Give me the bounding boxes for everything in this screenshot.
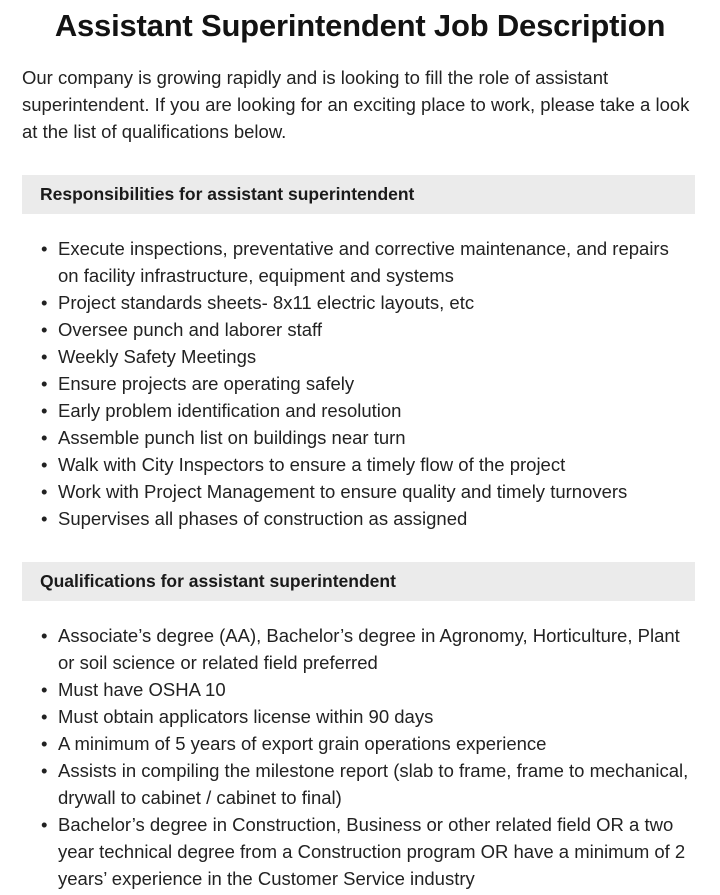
- bullet-icon: •: [41, 454, 48, 475]
- page-title: Assistant Superintendent Job Description: [54, 8, 666, 43]
- list-item: [0, 451, 720, 478]
- list-item-text: Must obtain applicators license within 90 days: [58, 706, 434, 727]
- list-item-text: Weekly Safety Meetings: [58, 346, 257, 367]
- list-item: [0, 397, 720, 424]
- list-item-text: A minimum of 5 years of export grain operations experience: [58, 733, 547, 754]
- intro-paragraph: Our company is growing rapidly and is looking to fill the role of assistant superintendent. If you are looking for an exciting place to work, please take a look at the list of qualifications below.: [22, 67, 690, 142]
- section-responsibilities: [0, 175, 720, 532]
- bullet-icon: •: [41, 706, 48, 727]
- bullet-icon: •: [41, 679, 48, 700]
- section-header-responsibilities: Responsibilities for assistant superintendent: [22, 175, 695, 214]
- list-item-text: Walk with City Inspectors to ensure a timely flow of the project: [58, 454, 566, 475]
- bullet-icon: •: [41, 814, 48, 835]
- bullet-icon: •: [41, 733, 48, 754]
- list-item-text: Bachelor’s degree in Construction, Business or other related field OR a two year technical degree from a Construction program OR have a minimum of 2 years’ experience in the Customer Service industry: [58, 814, 686, 889]
- list-item-text: Assemble punch list on buildings near turn: [58, 427, 406, 448]
- list-item-text: Oversee punch and laborer staff: [58, 319, 322, 340]
- list-item: [0, 343, 720, 370]
- list-item: [0, 730, 720, 757]
- bullet-icon: •: [41, 238, 48, 259]
- list-item: [0, 235, 720, 289]
- list-item: [0, 622, 720, 676]
- bullet-icon: •: [41, 760, 48, 781]
- bullet-icon: •: [41, 346, 48, 367]
- list-item: [0, 316, 720, 343]
- list-item-text: Project standards sheets- 8x11 electric layouts, etc: [58, 292, 475, 313]
- list-item: [0, 289, 720, 316]
- list-item: [0, 703, 720, 730]
- list-item-text: Work with Project Management to ensure quality and timely turnovers: [58, 481, 628, 502]
- list-item-text: Must have OSHA 10: [58, 679, 226, 700]
- section-header-qualifications: Qualifications for assistant superintendent: [22, 562, 695, 601]
- bullet-icon: •: [41, 319, 48, 340]
- bullet-icon: •: [41, 400, 48, 421]
- bullet-icon: •: [41, 625, 48, 646]
- list-item-text: Supervises all phases of construction as assigned: [58, 508, 468, 529]
- list-item-text: Ensure projects are operating safely: [58, 373, 355, 394]
- list-item: [0, 505, 720, 532]
- bullet-icon: •: [41, 508, 48, 529]
- list-item-text: Execute inspections, preventative and corrective maintenance, and repairs on facility infrastructure, equipment and systems: [58, 238, 669, 286]
- list-item-text: Early problem identification and resolution: [58, 400, 402, 421]
- bullet-icon: •: [41, 373, 48, 394]
- list-item: [0, 757, 720, 811]
- list-item-text: Associate’s degree (AA), Bachelor’s degree in Agronomy, Horticulture, Plant or soil science or related field preferred: [58, 625, 680, 673]
- bullet-icon: •: [41, 481, 48, 502]
- bullet-icon: •: [41, 427, 48, 448]
- list-item-text: Assists in compiling the milestone report (slab to frame, frame to mechanical, drywall to cabinet / cabinet to final): [58, 760, 689, 808]
- section-qualifications: [0, 562, 720, 892]
- qualifications-list: [0, 601, 720, 892]
- responsibilities-list: [0, 214, 720, 532]
- bullet-icon: •: [41, 292, 48, 313]
- list-item: [0, 811, 720, 892]
- list-item: [0, 478, 720, 505]
- list-item: [0, 370, 720, 397]
- list-item: [0, 424, 720, 451]
- list-item: [0, 676, 720, 703]
